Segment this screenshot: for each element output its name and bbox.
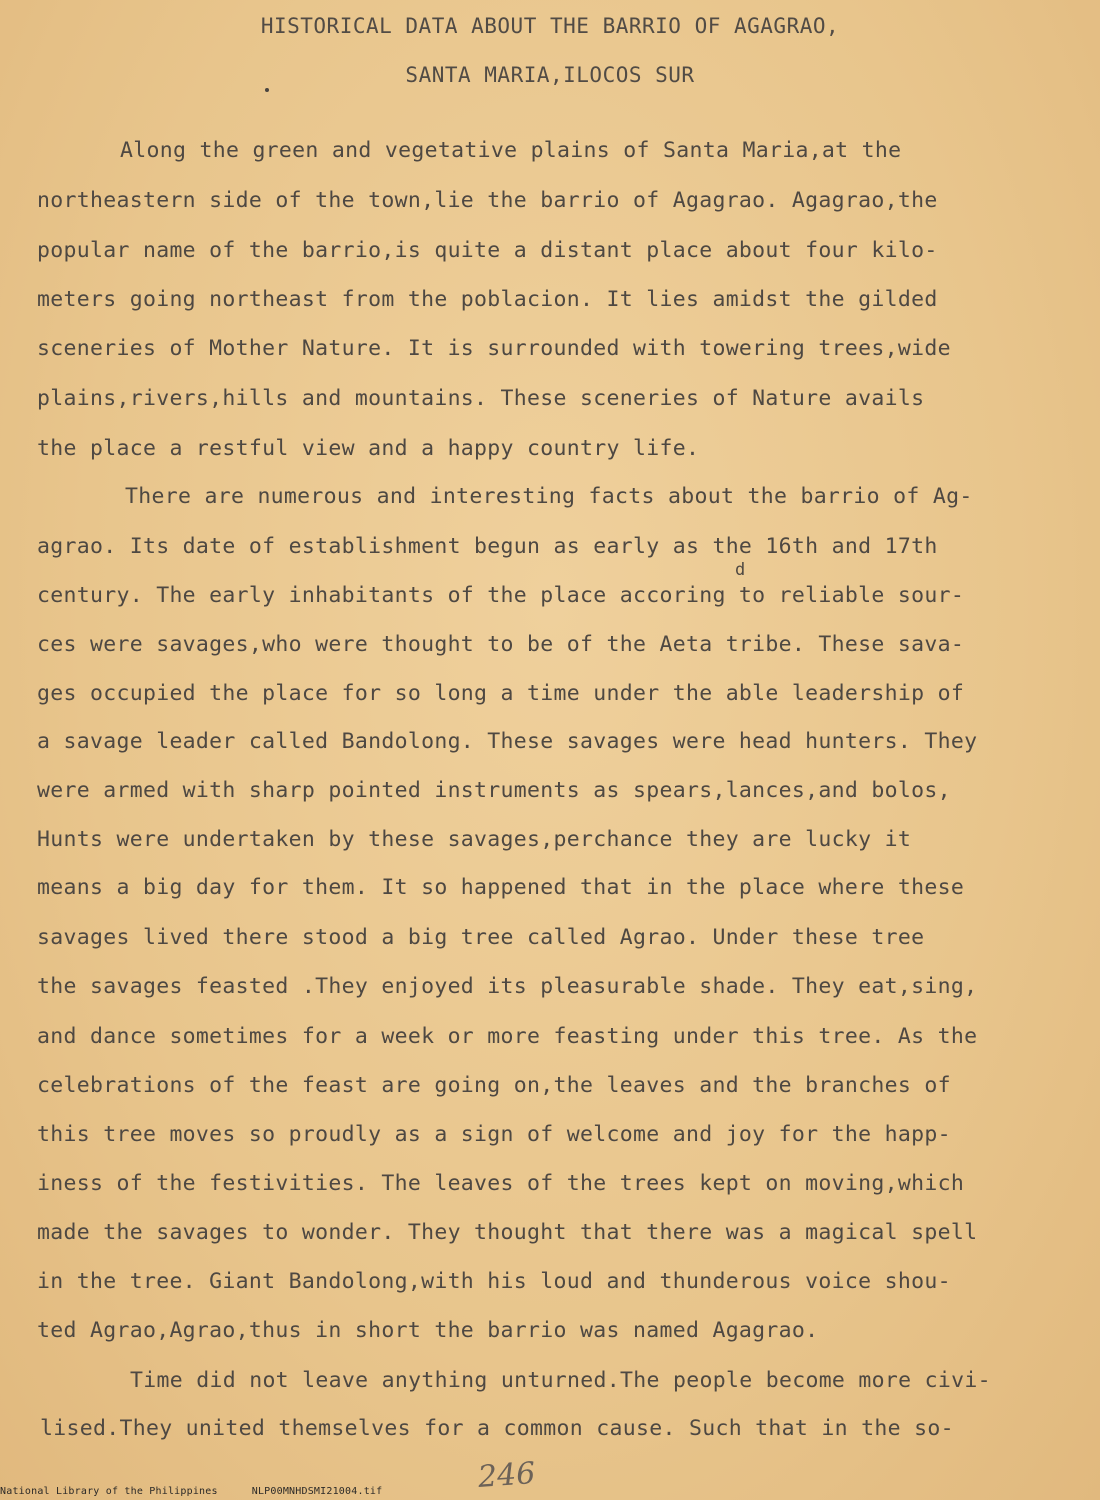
text-line: savages lived there stood a big tree called Agrao. Under these tree [37, 925, 925, 950]
text-line: a savage leader called Bandolong. These savages were head hunters. They [37, 729, 978, 754]
handwritten-correction: d [735, 560, 746, 580]
text-line: ces were savages,who were thought to be of the Aeta tribe. These sava- [37, 632, 965, 657]
text-line: and dance sometimes for a week or more feasting under this tree. As the [37, 1024, 978, 1049]
ink-dot [265, 88, 269, 92]
text-line: the savages feasted .They enjoyed its pleasurable shade. They eat,sing, [37, 974, 978, 999]
text-line: agrao. Its date of establishment begun as early as the 16th and 17th [37, 534, 938, 559]
scan-footer [0, 1486, 382, 1497]
text-line: were armed with sharp pointed instruments as spears,lances,and bolos, [37, 778, 951, 803]
text-line: century. The early inhabitants of the place accoring to reliable sour- [37, 583, 965, 608]
text-line: this tree moves so proudly as a sign of welcome and joy for the happ- [37, 1122, 951, 1147]
text-line: ges occupied the place for so long a time under the able leadership of [37, 681, 965, 706]
text-line: lised.They united themselves for a common cause. Such that in the so- [40, 1416, 954, 1441]
library-credit: National Library of the Philippines [0, 1486, 218, 1497]
text-line: iness of the festivities. The leaves of the trees kept on moving,which [37, 1171, 965, 1196]
text-line: Along the green and vegetative plains of Santa Maria,at the [120, 138, 902, 163]
text-line: celebrations of the feast are going on,the leaves and the branches of [37, 1073, 951, 1098]
text-line: sceneries of Mother Nature. It is surrounded with towering trees,wide [37, 336, 951, 361]
text-line: means a big day for them. It so happened that in the place where these [37, 875, 965, 900]
text-line: Hunts were undertaken by these savages,perchance they are lucky it [37, 827, 912, 852]
text-line: made the savages to wonder. They thought that there was a magical spell [37, 1220, 978, 1245]
text-line: meters going northeast from the poblacion. It lies amidst the gilded [37, 287, 938, 312]
text-line: ted Agrao,Agrao,thus in short the barrio was named Agagrao. [37, 1318, 819, 1343]
text-line: Time did not leave anything unturned.The people become more civi- [130, 1368, 991, 1393]
text-line: northeastern side of the town,lie the barrio of Agagrao. Agagrao,the [37, 188, 938, 213]
document-title-line-1: HISTORICAL DATA ABOUT THE BARRIO OF AGAGRAO, [260, 14, 840, 38]
text-line: in the tree. Giant Bandolong,with his loud and thunderous voice shou- [37, 1269, 951, 1294]
text-line: plains,rivers,hills and mountains. These sceneries of Nature avails [37, 386, 925, 411]
text-line: popular name of the barrio,is quite a distant place about four kilo- [37, 238, 938, 263]
file-name: NLP00MNHDSMI21004.tif [251, 1486, 383, 1497]
document-title-line-2: SANTA MARIA,ILOCOS SUR [405, 63, 695, 87]
text-line: There are numerous and interesting facts about the barrio of Ag- [125, 484, 973, 509]
handwritten-page-number: 246 [476, 1456, 537, 1495]
text-line: the place a restful view and a happy country life. [37, 436, 700, 461]
